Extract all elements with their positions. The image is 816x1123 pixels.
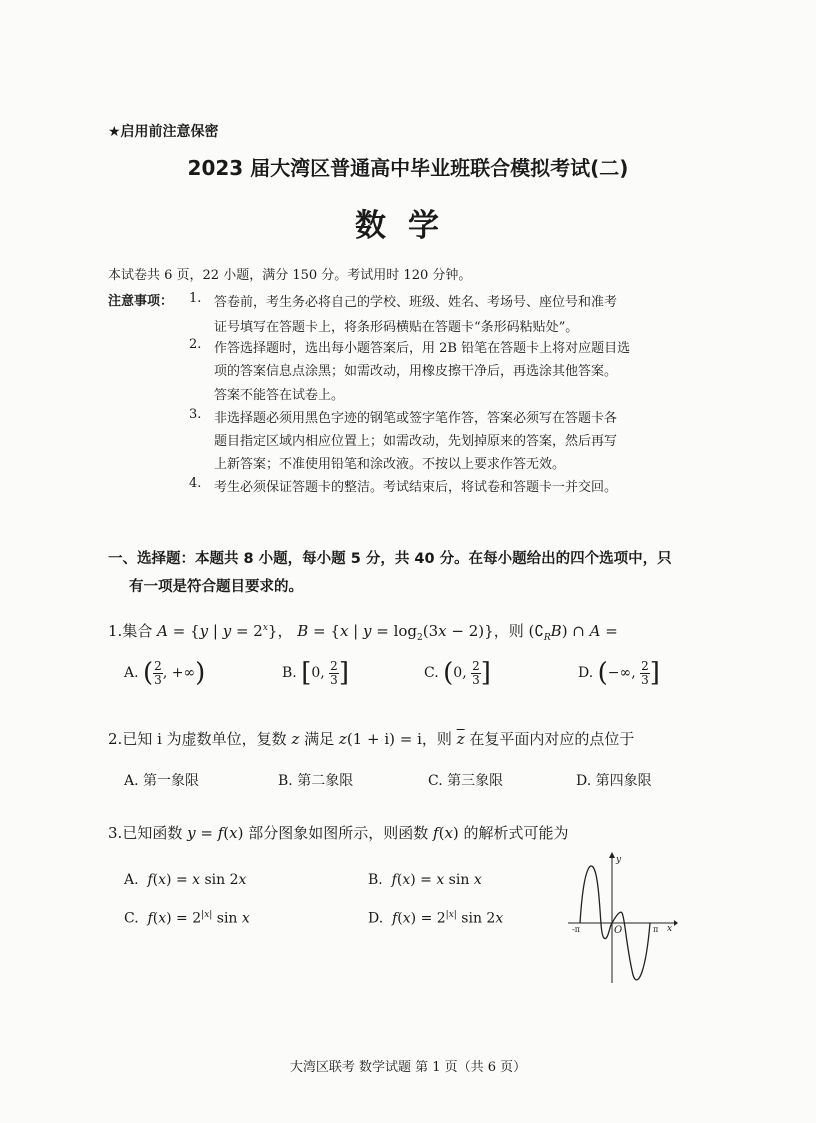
notice-line: 题目指定区域内相应位置上；如需改动，先划掉原来的答案，然后再写 <box>214 434 618 449</box>
notice-line: 答卷前，考生务必将自己的学校、班级、姓名、考场号、座位号和准考 <box>214 295 618 310</box>
q-text: 的解析式可能为 <box>463 824 569 842</box>
option-letter: B. <box>368 872 383 888</box>
question-2-stem: 2.已知 i 为虚数单位，复数 z 满足 z(1 + i) = i，则 $\overline{z}$ 在复平面内对应的点位于 <box>108 730 635 748</box>
page-footer: 大湾区联考 数学试题 第 1 页（共 6 页） <box>289 1060 527 1075</box>
option-letter: D. <box>578 665 594 681</box>
q3-option-b: B. f(x) = x sin x <box>368 872 482 888</box>
q-text: 在复平面内对应的点位于 <box>469 730 635 748</box>
option-text: 第四象限 <box>595 773 652 789</box>
neg-pi-label: -π <box>572 925 580 934</box>
q2-option-c <box>428 770 503 790</box>
question-3-stem: 3.已知函数 y = f(x) 部分图象如图所示，则函数 f(x) 的解析式可能为 <box>108 824 569 842</box>
notice-label: 注意事项： <box>108 294 174 309</box>
origin-label: O <box>614 925 623 936</box>
option-letter: D. <box>368 910 384 927</box>
q2-option-a <box>124 770 199 790</box>
q1-option-c: C. (0, $\frac{2}{3}$ ] <box>424 658 491 688</box>
question-num: 2. <box>108 730 123 748</box>
q2-option-b <box>278 770 353 790</box>
notice-line: 考生必须保证答题卡的整洁。考试结束后，将试卷和答题卡一并交回。 <box>214 480 618 495</box>
q2-option-d <box>576 770 652 790</box>
q3-option-d: D. $f(x) = 2^{|x|}$ sin 2x <box>368 910 504 927</box>
q-text: 已知 i 为虚数单位，复数 <box>122 730 287 748</box>
option-text: 第三象限 <box>447 773 504 789</box>
y-axis-arrow <box>609 852 615 858</box>
q1-option-b: B. [0, $\frac{2}{3}$ ] <box>282 658 349 688</box>
function-graph <box>566 850 678 985</box>
option-letter: C. <box>124 910 139 927</box>
q1-option-a: A. ( $\frac{2}{3}$ , +∞) <box>124 658 206 688</box>
option-letter: D. <box>576 773 592 789</box>
notice-num: 1. <box>189 291 202 306</box>
option-text: 第二象限 <box>297 773 354 789</box>
x-label: x <box>667 924 673 934</box>
notice-line: 上新答案；不准使用铅笔和涂改液。不按以上要求作答无效。 <box>214 457 566 472</box>
option-letter: C. <box>424 665 439 681</box>
question-num: 3. <box>108 824 123 842</box>
q-text: 部分图象如图所示，则函数 <box>248 824 429 842</box>
question-1-stem: 1.集合 A = {y | $y = 2^x$}， B = {x | $y = \log_2(3x - 2)$}，则 $(∁_RB)$ ∩ A = <box>108 622 618 643</box>
notice-num: 3. <box>189 407 202 422</box>
q-text: ，则 <box>421 730 452 748</box>
notice-line: 作答选择题时，选出每小题答案后，用 2B 铅笔在答题卡上将对应题目选 <box>214 341 631 356</box>
option-letter: A. <box>124 665 139 681</box>
q1-option-d: D. (−∞, $\frac{2}{3}$ ] <box>578 658 660 688</box>
y-label: y <box>616 855 622 865</box>
option-letter: B. <box>282 665 297 681</box>
notice-line: 证号填写在答题卡上，将条形码横贴在答题卡“条形码粘贴处”。 <box>214 320 579 335</box>
option-letter: A. <box>124 773 139 789</box>
x-axis-arrow <box>674 920 678 926</box>
pi-label: π <box>653 925 659 934</box>
q-text: 满足 <box>304 730 335 748</box>
section-heading: 一、选择题：本题共 8 小题，每小题 5 分，共 40 分。在每小题给出的四个选项中，只 <box>108 551 672 567</box>
option-letter: B. <box>278 773 293 789</box>
exam-title: 2023 届大湾区普通高中毕业班联合模拟考试(二) <box>187 156 629 180</box>
q3-option-a: A. f(x) = x sin 2x <box>124 872 247 888</box>
notice-line: 非选择题必须用黑色字迹的钢笔或签字笔作答，答案必须写在答题卡各 <box>214 411 618 426</box>
confidential-note: ★启用前注意保密 <box>108 124 219 140</box>
section-heading-cont: 有一项是符合题目要求的。 <box>129 579 303 595</box>
notice-line: 项的答案信息点涂黑；如需改动，用橡皮擦干净后，再选涂其他答案。 <box>214 364 618 379</box>
q-text: ，则 <box>493 622 524 640</box>
q-text: ， <box>277 622 293 640</box>
notice-num: 2. <box>189 337 202 352</box>
option-text: 第一象限 <box>143 773 200 789</box>
notice-line: 答案不能答在试卷上。 <box>214 388 345 403</box>
q-text: 集合 <box>122 622 153 640</box>
option-letter: A. <box>124 872 139 888</box>
subject-title: 数学 <box>355 208 461 244</box>
notice-num: 4. <box>189 476 202 491</box>
option-letter: C. <box>428 773 443 789</box>
q-text: 已知函数 <box>122 824 183 842</box>
paper-intro: 本试卷共 6 页，22 小题，满分 150 分。考试用时 120 分钟。 <box>108 268 472 283</box>
question-num: 1. <box>108 622 123 640</box>
q3-option-c: C. $f(x) = 2^{|x|}$ sin x <box>124 910 250 927</box>
